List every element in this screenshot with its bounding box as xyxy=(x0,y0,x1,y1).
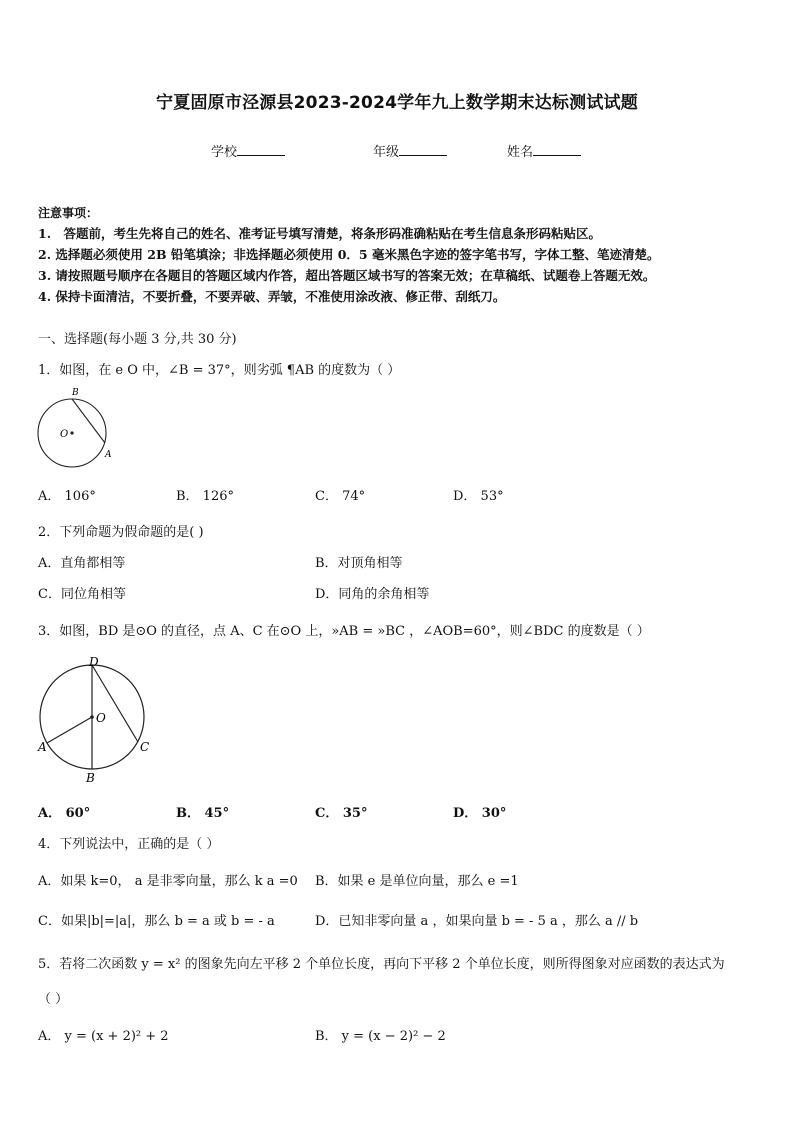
q2-option-d[interactable]: D．同角的余角相等 xyxy=(315,587,430,602)
label-a: A xyxy=(38,740,47,754)
q1-option-d[interactable]: D． 53° xyxy=(453,489,504,504)
label-a: A xyxy=(105,450,112,460)
name-blank[interactable] xyxy=(533,143,581,156)
note-item: 1. 答题前，考生先将自己的姓名、准考证号填写清楚，将条形码准确粘贴在考生信息条形码粘贴区。 xyxy=(38,226,602,241)
grade-blank[interactable] xyxy=(399,143,447,156)
q1-option-a[interactable]: A． 106° xyxy=(38,489,96,504)
question-3-figure xyxy=(34,653,154,785)
q3-option-a[interactable]: A． 60° xyxy=(38,806,91,821)
q2-option-c[interactable]: C．同位角相等 xyxy=(38,587,126,602)
q4-option-b[interactable]: B．如果 e 是单位向量，那么 e =1 xyxy=(315,874,519,889)
chord-dc xyxy=(92,665,138,742)
note-item: 3. 请按照题号顺序在各题目的答题区域内作答，超出答题区域书写的答案无效；在草稿纸、试题卷上答题无效。 xyxy=(38,268,656,283)
q3-option-d[interactable]: D． 30° xyxy=(453,806,507,821)
q3-option-c[interactable]: C． 35° xyxy=(315,806,368,821)
q1-option-b[interactable]: B． 126° xyxy=(176,489,234,504)
question-4-stem: 4．下列说法中，正确的是（ ） xyxy=(38,837,220,852)
question-1-figure xyxy=(34,385,118,469)
question-1-stem: 1．如图，在 e O 中，∠B = 37°，则劣弧 ¶AB 的度数为（ ） xyxy=(38,363,401,378)
question-5-stem: 5．若将二次函数 y = x² 的图象先向左平移 2 个单位长度，再向下平移 2 个单位长度，则所得图象对应函数的表达式为 xyxy=(38,957,725,972)
label-o: O xyxy=(96,711,106,725)
label-b: B xyxy=(86,771,95,785)
label-c: C xyxy=(140,740,150,754)
label-d: D xyxy=(89,655,99,669)
note-item: 2. 选择题必须使用 2B 铅笔填涂；非选择题必须使用 0．5 毫米黑色字迹的签字笔书写，字体工整、笔迹清楚。 xyxy=(38,247,660,262)
q5-option-a[interactable]: A． y = (x + 2)² + 2 xyxy=(38,1029,169,1044)
school-field[interactable] xyxy=(211,141,285,160)
school-blank[interactable] xyxy=(237,143,285,156)
q4-option-c[interactable]: C．如果|b|=|a|，那么 b = a 或 b = - a xyxy=(38,914,275,929)
chord-ba xyxy=(72,399,105,443)
label-b: B xyxy=(72,388,79,398)
question-3-stem: 3．如图，BD 是⊙O 的直径，点 A、C 在⊙O 上，»AB = »BC ，∠AOB=60°，则∠BDC 的度数是（ ） xyxy=(38,624,650,639)
q2-option-b[interactable]: B．对顶角相等 xyxy=(315,556,403,571)
name-field[interactable] xyxy=(507,141,581,160)
school-label: 学校 xyxy=(211,145,238,160)
center-point xyxy=(70,431,73,434)
name-label: 姓名 xyxy=(507,145,534,160)
q2-option-a[interactable]: A．直角都相等 xyxy=(38,556,126,571)
page-title: 宁夏固原市泾源县2023-2024学年九上数学期末达标测试试题 xyxy=(156,93,638,113)
note-item: 4. 保持卡面清洁，不要折叠，不要弄破、弄皱，不准使用涂改液、修正带、刮纸刀。 xyxy=(38,289,506,304)
q4-option-d[interactable]: D．已知非零向量 a ，如果向量 b = - 5 a ，那么 a // b xyxy=(315,914,639,929)
q4-option-a[interactable]: A．如果 k=0， a 是非零向量，那么 k a =0 xyxy=(38,874,298,889)
notes-heading: 注意事项： xyxy=(38,206,99,220)
grade-field[interactable] xyxy=(373,141,447,160)
grade-label: 年级 xyxy=(373,145,400,160)
question-2-stem: 2．下列命题为假命题的是( ) xyxy=(38,525,204,540)
q3-option-b[interactable]: B． 45° xyxy=(176,806,230,821)
label-o: O xyxy=(60,429,69,440)
question-5-stem-continued: （ ） xyxy=(38,992,69,1007)
q5-option-b[interactable]: B． y = (x − 2)² − 2 xyxy=(315,1029,446,1044)
radius-oa xyxy=(47,717,92,743)
center-point xyxy=(90,715,94,719)
section-heading: 一、选择题(每小题 3 分,共 30 分) xyxy=(38,332,237,347)
q1-option-c[interactable]: C． 74° xyxy=(315,489,366,504)
